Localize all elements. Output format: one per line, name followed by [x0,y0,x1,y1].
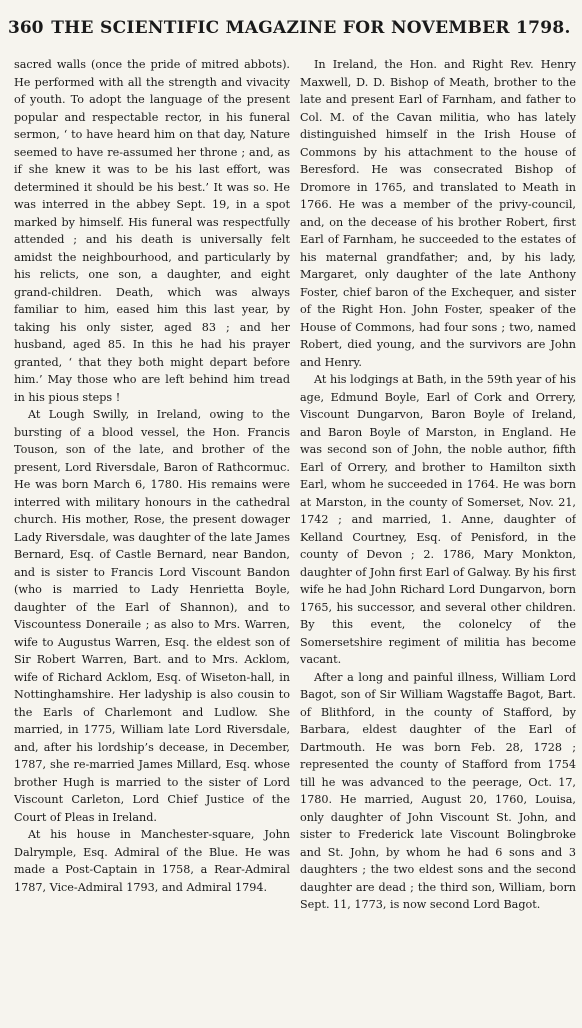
page-number: 360 [8,18,44,38]
obituary-paragraph: After a long and painful illness, William Lord Bagot, son of Sir William Wagstaffe Bagot, Bart. of Blithford, in the county of Stafford, by Barbara, eldest daughter of the Earl of Dartmouth. He was born Feb. 28, 1728 ; represented the county of Stafford from 1754 till he was advanced to the peerage, Oct. 17, 1780. He married, August 20, 1760, Louisa, only daughter of John Viscount St. John, and sister to Frederick late Viscount Bolingbroke and St. John, by whom he had 6 sons and 3 daughters ; the two eldest sons and the second daughter are dead ; the third son, William, born Sept. 11, 1773, is now second Lord Bagot. [300,670,576,911]
obituary-paragraph: At his lodgings at Bath, in the 59th year of his age, Edmund Boyle, Earl of Cork and Orrery, Viscount Dungarvon, Baron Boyle of Ireland, and Baron Boyle of Marston, in England. He was second son of John, the noble author, fifth Earl of Orrery, and brother to Hamilton sixth Earl, whom he succeeded in 1764. He was born at Marston, in the county of Somerset, Nov. 21, 1742 ; and married, 1. Anne, daughter of Kelland Courtney, Esq. of Penisford, in the county of Devon ; 2. 1786, Mary Monkton, daughter of John first Earl of Galway. By his first wife he had John Richard Lord Dungarvon, born 1765, his successor, and several other children. By this event, the colonelcy of the Somersetshire regiment of militia has become vacant. [300,373,576,666]
obituary-paragraph: sacred walls (once the pride of mitred abbots). He performed with all the strength and vivacity of youth. To adopt the language of the present popular and respectable rector, in his funeral sermon, ‘ to have heard him on that day, Nature seemed to have re-assumed her throne ; and, as if she knew it was to be his last effort, was determined it should be his best.’ It was so. He was interred in the abbey Sept. 19, in a spot marked by himself. His funeral was respectfully attended ; and his death is universally felt amidst the neighbourhood, and particularly by his relicts, one son, a daughter, and eight grand-children. Death, which was always familiar to him, eased him this last year, by taking his only sister, aged 83 ; and her husband, aged 85. In this he had his prayer granted, ‘ that they both might depart before him.’ May those who are left behind him tread in his pious steps ! [14,58,290,404]
right-column [300,56,576,1028]
obituary-paragraph: In Ireland, the Hon. and Right Rev. Henry Maxwell, D. D. Bishop of Meath, brother to the late and present Earl of Farnham, and father to Col. M. of the Cavan militia, who has lately distinguished himself in the Irish House of Commons by his attachment to the house of Beresford. He was consecrated Bishop of Dromore in 1765, and translated to Meath in 1766. He was a member of the privy-council, and, on the decease of his brother Robert, first Earl of Farnham, he succeeded to the estates of his maternal grandfather; and, by his lady, Margaret, only daughter of the late Anthony Foster, chief baron of the Exchequer, and sister of the Right Hon. John Foster, speaker of the House of Commons, had four sons ; two, named Robert, died young, and the survivors are John and Henry. [300,58,576,369]
page-header [8,18,576,44]
left-column [14,56,290,1028]
text-columns [14,56,576,1028]
obituary-paragraph: At his house in Manchester-square, John Dalrymple, Esq. Admiral of the Blue. He was made a Post-Captain in 1758, a Rear-Admiral 1787, Vice-Admiral 1793, and Admiral 1794. [14,828,290,894]
obituary-paragraph: At Lough Swilly, in Ireland, owing to the bursting of a blood vessel, the Hon. Francis Touson, son of the late, and brother of the present, Lord Riversdale, Baron of Rathcormuc. He was born March 6, 1780. His remains were interred with military honours in the cathedral church. His mother, Rose, the present dowager Lady Riversdale, was daughter of the late James Bernard, Esq. of Castle Bernard, near Bandon, and is sister to Francis Lord Viscount Bandon (who is married to Lady Henrietta Boyle, daughter of the Earl of Shannon), and to Viscountess Doneraile ; as also to Mrs. Warren, wife to Augustus Warren, Esq. the eldest son of Sir Robert Warren, Bart. and to Mrs. Acklom, wife of Richard Acklom, Esq. of Wiseton-hall, in Nottinghamshire. Her ladyship is also cousin to the Earls of Charlemont and Ludlow. She married, in 1775, William late Lord Riversdale, and, after his lordship’s decease, in December, 1787, she re-married James Millard, Esq. whose brother Hugh is married to the sister of Lord Viscount Carleton, Lord Chief Justice of the Court of Pleas in Ireland. [14,408,290,824]
running-title: THE SCIENTIFIC MAGAZINE FOR NOVEMBER 1798. [51,18,571,38]
